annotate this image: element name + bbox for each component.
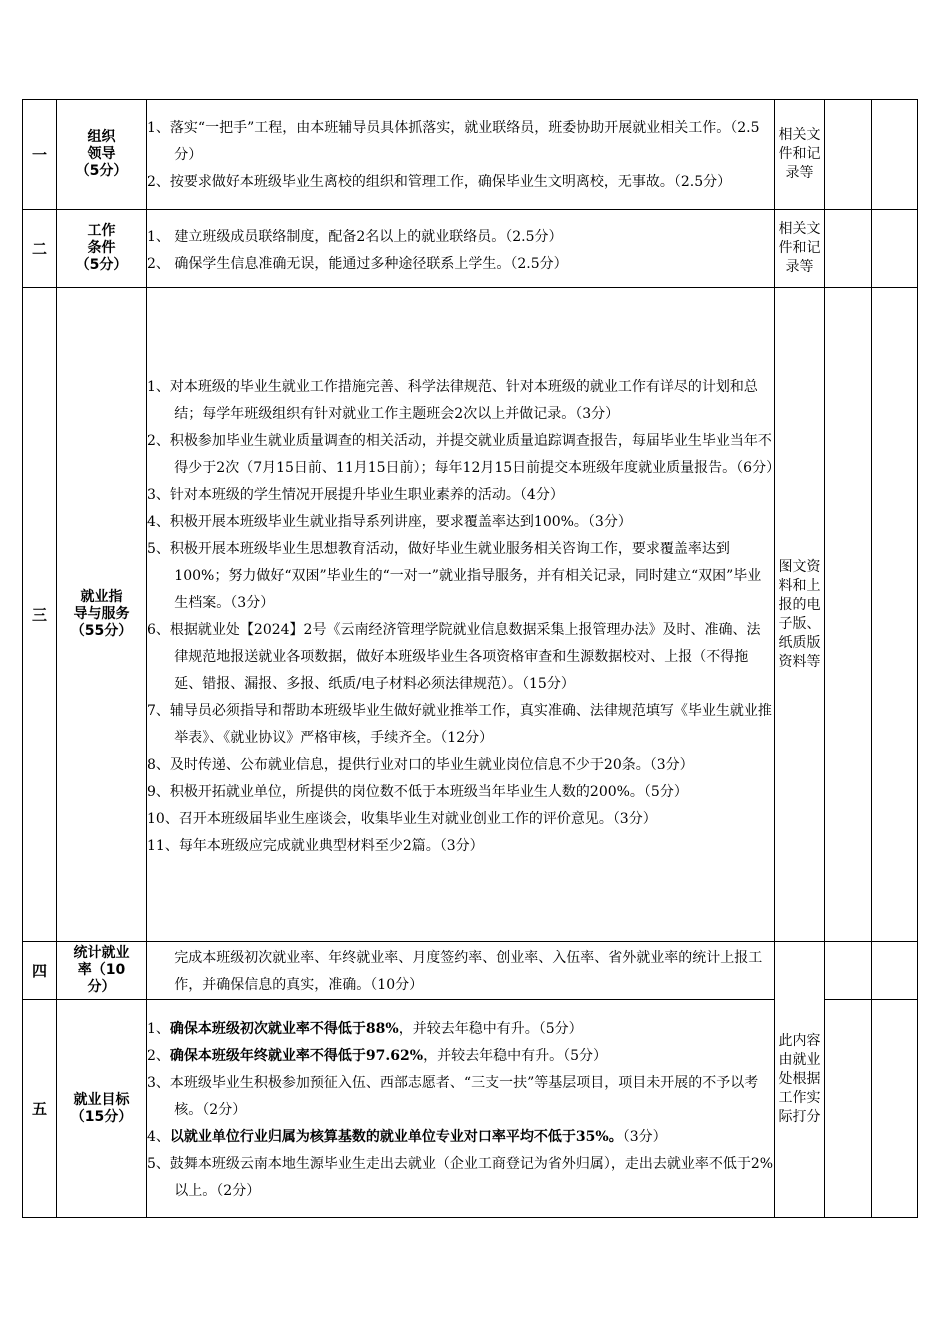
score-cell: [825, 288, 872, 942]
item-prefix: 3、本班级毕业生积极参加预征入伍、西部志愿者、“三支一扶”等基层项目，项目未开展的不予以考核。（2分）: [147, 1075, 759, 1118]
item-suffix: （3分）: [622, 1129, 667, 1145]
requirement-cell: [147, 1000, 775, 1218]
score-cell: [872, 288, 918, 942]
evaluation-table: [22, 99, 918, 1218]
table-row: [23, 100, 918, 210]
requirement-item: 7、辅导员必须指导和帮助本班级毕业生做好就业推举工作，真实准确、法律规范填写《毕业生就业推举表》、《就业协议》严格审核，手续齐全。（12分）: [147, 702, 772, 746]
category-line: （5分）: [75, 163, 128, 179]
item-prefix: 2、: [147, 1048, 170, 1064]
evidence-cell: 图文资料和上报的电子版、纸质版资料等: [775, 288, 825, 942]
category-line: 就业指: [80, 589, 123, 605]
item-emphasis: 确保本班级年终就业率不得低于97.62%: [169, 1048, 424, 1064]
requirement-item: 2、积极参加毕业生就业质量调查的相关活动，并提交就业质量追踪调查报告，每届毕业生毕业当年不得少于2次（7月15日前、11月15日前）；每年12月15日前提交本班级年度就业质量报告。（6分）: [147, 432, 781, 476]
requirement-item: 10、召开本班级届毕业生座谈会，收集毕业生对就业创业工作的评价意见。（3分）: [147, 810, 657, 827]
item-suffix: ，并较去年稳中有升。（5分）: [398, 1021, 583, 1037]
category-line: 分）: [87, 979, 116, 995]
requirement-item: 1、落实“一把手”工程，由本班辅导员具体抓落实，就业联络员，班委协助开展就业相关工作。（2.5分）: [147, 120, 760, 163]
requirement-cell: [147, 288, 781, 942]
score-cell: [872, 942, 918, 1000]
requirement-item: 1、 建立班级成员联络制度，配备2名以上的就业联络员。（2.5分）: [147, 228, 563, 245]
score-cell: [825, 942, 872, 1000]
requirement-item: [147, 1016, 774, 1043]
item-prefix: 1、: [147, 1021, 170, 1037]
row-number: 一: [23, 100, 57, 210]
score-cell: [825, 1000, 872, 1218]
category-cell: [57, 1000, 147, 1218]
category-cell: [57, 210, 147, 288]
requirement-item: 1、对本班级的毕业生就业工作措施完善、科学法律规范、针对本班级的就业工作有详尽的计划和总结；每学年班级组织有针对就业工作主题班会2次以上并做记录。（3分）: [147, 378, 758, 422]
row-number: 五: [23, 1000, 57, 1218]
category-line: 条件: [87, 240, 116, 256]
requirement-item: 9、积极开拓就业单位，所提供的岗位数不低于本班级当年毕业生人数的200%。（5分）: [147, 783, 688, 800]
evidence-cell: 此内容由就业处根据工作实际打分: [775, 942, 825, 1218]
requirement-cell: [147, 942, 775, 1000]
item-emphasis: 确保本班级初次就业率不得低于88%: [169, 1021, 399, 1037]
category-line: 率（10: [77, 962, 126, 978]
category-cell: [57, 100, 147, 210]
category-line: 组织: [87, 129, 116, 145]
requirement-item: 2、 确保学生信息准确无误，能通过多种途径联系上学生。（2.5分）: [147, 255, 568, 272]
row-number: 三: [23, 288, 57, 942]
requirement-cell: [147, 210, 775, 288]
requirement-item: 2、按要求做好本班级毕业生离校的组织和管理工作，确保毕业生文明离校，无事故。（2.5分）: [147, 174, 732, 190]
item-suffix: ，并较去年稳中有升。（5分）: [423, 1048, 607, 1064]
requirement-item: [147, 1043, 774, 1070]
requirement-item: 4、积极开展本班级毕业生就业指导系列讲座，要求覆盖率达到100%。（3分）: [147, 513, 632, 530]
requirement-item: 3、针对本班级的学生情况开展提升毕业生职业素养的活动。（4分）: [147, 486, 564, 503]
requirement-item: 6、根据就业处【2024】2号《云南经济管理学院就业信息数据采集上报管理办法》及时、准确、法律规范地报送就业各项数据，做好本班级毕业生各项资格审查和生源数据校对、上报（不得拖延、错报、漏报、多报、纸质/电子材料必须法律规范）。（15分）: [147, 621, 761, 692]
table-row: [23, 288, 918, 942]
category-line: 统计就业: [73, 945, 130, 961]
category-line: （15分）: [70, 1108, 133, 1125]
category-line: 工作: [87, 223, 116, 239]
evidence-cell: 相关文件和记录等: [775, 100, 825, 210]
requirement-item: 11、每年本班级应完成就业典型材料至少2篇。（3分）: [147, 837, 484, 854]
item-prefix: 4、: [147, 1129, 170, 1145]
table-row: [23, 210, 918, 288]
table-row: [23, 942, 918, 1000]
requirement-item: [147, 1124, 774, 1151]
score-cell: [825, 210, 872, 288]
evidence-cell: 相关文件和记录等: [775, 210, 825, 288]
row-number: 二: [23, 210, 57, 288]
score-cell: [825, 100, 872, 210]
requirement-cell: [147, 100, 775, 210]
category-cell: [57, 942, 147, 1000]
category-line: 就业目标: [73, 1091, 130, 1108]
item-emphasis: 以就业单位行业归属为核算基数的就业单位专业对口率平均不低于35%。: [169, 1129, 623, 1145]
requirement-item: 8、及时传递、公布就业信息，提供行业对口的毕业生就业岗位信息不少于20条。（3分）: [147, 756, 694, 773]
category-line: 领导: [87, 146, 116, 162]
requirement-item: 5、积极开展本班级毕业生思想教育活动，做好毕业生就业服务相关咨询工作，要求覆盖率达到100%；努力做好“双困”毕业生的“一对一”就业指导服务，并有相关记录，同时建立“双困”毕业生档案。（3分）: [147, 540, 762, 611]
category-line: （5分）: [75, 257, 128, 273]
score-cell: [872, 1000, 918, 1218]
category-line: 导与服务: [73, 606, 130, 622]
requirement-item: [147, 1070, 774, 1124]
score-cell: [872, 210, 918, 288]
item-prefix: 5、鼓舞本班级云南本地生源毕业生走出去就业（企业工商登记为省外归属），走出去就业率不低于2%以上。（2分）: [147, 1156, 774, 1199]
category-cell: [57, 288, 147, 942]
row-number: 四: [23, 942, 57, 1000]
category-line: （55分）: [70, 623, 133, 639]
requirement-item: 完成本班级初次就业率、年终就业率、月度签约率、创业率、入伍率、省外就业率的统计上报工作，并确保信息的真实，准确。（10分）: [174, 949, 763, 993]
score-cell: [872, 100, 918, 210]
requirement-item: [147, 1151, 774, 1205]
